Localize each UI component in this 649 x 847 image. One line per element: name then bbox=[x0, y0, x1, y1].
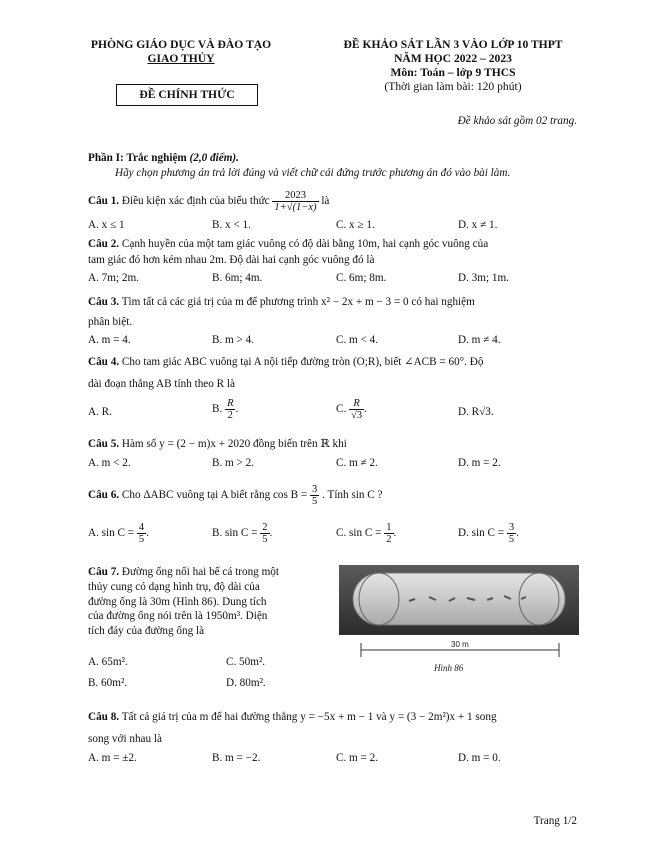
option-a: A. m < 2. bbox=[88, 457, 131, 469]
fraction bbox=[272, 190, 318, 213]
option-text: B. sin C = bbox=[212, 527, 258, 540]
fraction-denominator: 5 bbox=[508, 534, 515, 545]
fraction-denominator: 5 bbox=[312, 496, 318, 507]
option-a: A. x ≤ 1 bbox=[88, 219, 125, 231]
question-4 bbox=[88, 355, 582, 370]
question-label: Câu 4. bbox=[88, 356, 120, 368]
question-text: Cho tam giác ABC vuông tại A nội tiếp đường tròn (O;R), biết ∠ACB = 60°. Độ bbox=[121, 356, 484, 368]
q7-line-3: đường ống là 30m (Hình 86). Dung tích bbox=[88, 595, 267, 608]
pipe-body bbox=[353, 573, 565, 625]
question-2-cont: tam giác đó hơn kém nhau 2m. Độ dài hai cạnh góc vuông đó là bbox=[88, 254, 375, 266]
question-text: Đường ống nối hai bể cá trong một bbox=[121, 566, 279, 578]
question-text: Cho ΔABC vuông tại A biết rằng cos B = bbox=[121, 489, 308, 502]
fraction-denominator: 2 bbox=[386, 534, 392, 545]
option-b: B. $\frac{R}{2}$ . bbox=[212, 398, 239, 421]
fraction bbox=[384, 522, 393, 545]
option-d: D. 3m; 1m. bbox=[458, 272, 509, 284]
fraction-numerator: 3 bbox=[508, 522, 515, 533]
q2-options bbox=[88, 272, 582, 287]
question-text: Điều kiện xác định của biểu thức bbox=[121, 195, 270, 208]
option-a: A. 7m; 2m. bbox=[88, 272, 139, 284]
question-label: Câu 3. bbox=[88, 296, 120, 308]
exam-time: (Thời gian làm bài: 120 phút) bbox=[384, 80, 522, 93]
pages-note: Đề khảo sát gồm 02 trang. bbox=[457, 115, 577, 127]
exam-header bbox=[318, 38, 588, 94]
fraction-numerator: R bbox=[227, 398, 234, 409]
q7-line-5: tích đáy của đường ống là bbox=[88, 625, 205, 638]
question-6 bbox=[88, 484, 582, 507]
question-8 bbox=[88, 710, 582, 725]
question-text: Tất cả giá trị của m để hai đường thẳng y = −5x + m − 1 và y = (3 − 2m²)x + 1 song bbox=[121, 711, 497, 723]
option-a: A. sin C = $\frac{4}{5}$ . bbox=[88, 522, 149, 545]
pipe-figure bbox=[339, 565, 579, 685]
page-number: Trang 1/2 bbox=[533, 815, 577, 827]
subject: Môn: Toán – lớp 9 THCS bbox=[390, 66, 516, 79]
q6-options bbox=[88, 522, 582, 556]
q1-options bbox=[88, 219, 582, 234]
option-c: C. 6m; 8m. bbox=[336, 272, 387, 284]
q7-options bbox=[88, 656, 328, 696]
option-letter: B. bbox=[212, 403, 223, 416]
option-c: C. m = 2. bbox=[336, 752, 379, 764]
option-c: C. 50m². bbox=[226, 656, 266, 668]
question-3-cont: phân biệt. bbox=[88, 316, 133, 328]
option-text: C. sin C = bbox=[336, 527, 382, 540]
fraction bbox=[225, 398, 235, 421]
fraction-numerator: 2 bbox=[262, 522, 268, 533]
part1-title-text: Phần I: Trắc nghiệm bbox=[88, 152, 187, 164]
fraction-numerator: 3 bbox=[312, 484, 318, 495]
pipe-illustration bbox=[339, 565, 579, 685]
question-label: Câu 2. bbox=[88, 238, 120, 250]
question-label: Câu 6. bbox=[88, 489, 120, 502]
fraction-denominator: 5 bbox=[262, 534, 268, 545]
q7-line-2: thủy cung có dạng hình trụ, độ dài của bbox=[88, 580, 260, 593]
fraction-numerator: 4 bbox=[138, 522, 145, 533]
option-d: D. m = 0. bbox=[458, 752, 501, 764]
option-b: B. sin C = $\frac{2}{5}$ . bbox=[212, 522, 273, 545]
question-7 bbox=[88, 565, 328, 639]
fraction-denominator: √3 bbox=[351, 410, 363, 421]
part1-title bbox=[88, 151, 582, 166]
q5-options bbox=[88, 457, 582, 472]
option-d: D. m = 2. bbox=[458, 457, 501, 469]
question-text: Hàm số y = (2 − m)x + 2020 đồng biến trên ℝ khi bbox=[121, 438, 347, 450]
official-exam-box: ĐỀ CHÍNH THỨC bbox=[116, 84, 258, 106]
question-4-cont: dài đoạn thẳng AB tính theo R là bbox=[88, 378, 235, 390]
department-name: PHÒNG GIÁO DỤC VÀ ĐÀO TẠO bbox=[90, 38, 272, 51]
question-5 bbox=[88, 437, 582, 452]
option-d: D. m ≠ 4. bbox=[458, 334, 501, 346]
option-b: B. m > 4. bbox=[212, 334, 255, 346]
question-label: Câu 7. bbox=[88, 566, 120, 578]
option-a: A. m = 4. bbox=[88, 334, 131, 346]
q7-line-4: của đường ống nói trên là 1950m³. Diện bbox=[88, 610, 268, 623]
department-header bbox=[86, 38, 276, 66]
length-label: 30 m bbox=[451, 640, 469, 649]
option-letter: C. bbox=[336, 403, 347, 416]
exam-title: ĐỀ KHẢO SÁT LẦN 3 VÀO LỚP 10 THPT bbox=[343, 38, 563, 51]
part1-instruction: Hãy chọn phương án trả lời đúng và viết chữ cái đứng trước phương án đó vào bài làm. bbox=[115, 167, 511, 179]
option-b: B. 6m; 4m. bbox=[212, 272, 263, 284]
question-label: Câu 5. bbox=[88, 438, 120, 450]
fraction bbox=[310, 484, 319, 507]
fraction-denominator: 1+√(1−x) bbox=[274, 202, 317, 213]
fraction-numerator: 1 bbox=[386, 522, 392, 533]
fraction bbox=[507, 522, 516, 545]
option-d: D. sin C = $\frac{3}{5}$ . bbox=[458, 522, 519, 545]
option-d: D. x ≠ 1. bbox=[458, 219, 498, 231]
option-c: C. m < 4. bbox=[336, 334, 379, 346]
option-c: C. $\frac{R}{√3}$ . bbox=[336, 398, 367, 421]
q4-options bbox=[88, 398, 582, 432]
question-8-cont: song với nhau là bbox=[88, 733, 162, 745]
question-text: Cạnh huyền của một tam giác vuông có độ dài bằng 10m, hai cạnh góc vuông của bbox=[121, 238, 489, 250]
option-c: C. sin C = $\frac{1}{2}$ . bbox=[336, 522, 397, 545]
q3-options bbox=[88, 334, 582, 349]
q8-options bbox=[88, 752, 582, 767]
school-year: NĂM HỌC 2022 – 2023 bbox=[394, 52, 512, 65]
question-tail: . Tính sin C ? bbox=[322, 489, 383, 502]
fraction bbox=[349, 398, 364, 421]
option-b: B. m > 2. bbox=[212, 457, 255, 469]
option-b: B. m = −2. bbox=[212, 752, 261, 764]
question-tail: là bbox=[321, 195, 330, 208]
option-c: C. x ≥ 1. bbox=[336, 219, 375, 231]
option-d: D. 80m². bbox=[226, 677, 266, 689]
option-b: B. 60m². bbox=[88, 677, 128, 689]
part1-points: (2,0 điểm). bbox=[189, 152, 239, 164]
question-2 bbox=[88, 237, 582, 252]
question-1 bbox=[88, 190, 582, 213]
option-text: A. sin C = bbox=[88, 527, 135, 540]
option-d: D. R√3. bbox=[458, 406, 494, 418]
option-text: D. sin C = bbox=[458, 527, 505, 540]
option-a: A. R. bbox=[88, 406, 112, 418]
fraction bbox=[260, 522, 269, 545]
option-b: B. x < 1. bbox=[212, 219, 251, 231]
question-3 bbox=[88, 295, 582, 310]
question-text: Tìm tất cả các giá trị của m để phương trình x² − 2x + m − 3 = 0 có hai nghiệm bbox=[121, 296, 475, 308]
question-label: Câu 1. bbox=[88, 195, 120, 208]
option-c: C. m ≠ 2. bbox=[336, 457, 378, 469]
district-name: GIAO THỦY bbox=[147, 52, 215, 65]
option-a: A. m = ±2. bbox=[88, 752, 137, 764]
fraction-denominator: 5 bbox=[138, 534, 145, 545]
figure-caption: Hình 86 bbox=[434, 663, 464, 673]
fraction bbox=[137, 522, 146, 545]
fraction-numerator: R bbox=[349, 398, 364, 410]
fraction-numerator: 2023 bbox=[272, 190, 318, 202]
option-a: A. 65m². bbox=[88, 656, 128, 668]
fraction-denominator: 2 bbox=[227, 410, 233, 421]
question-label: Câu 8. bbox=[88, 711, 120, 723]
q7-line-1 bbox=[88, 565, 328, 580]
